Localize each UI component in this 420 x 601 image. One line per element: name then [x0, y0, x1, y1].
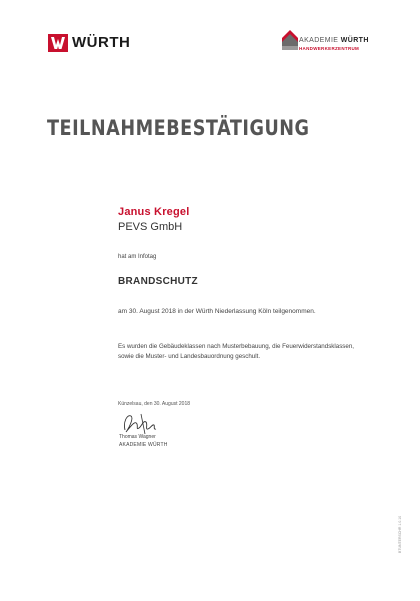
- wurth-logo-icon: [48, 34, 68, 52]
- akademie-house-icon: [282, 30, 298, 50]
- event-name: BRANDSCHUTZ: [118, 276, 198, 287]
- course-description: Es wurden die Gebäudeklassen nach Musterbebauung, die Feuerwiderstandsklassen, sowie die Muster- und Landesbauordnung geschult.: [118, 343, 354, 360]
- participant-company: PEVS GmbH: [118, 221, 183, 233]
- akademie-logo: [282, 30, 378, 56]
- akademie-logo-title: AKADEMIE WÜRTH: [299, 37, 369, 44]
- participant-name: Janus Kregel: [118, 206, 190, 218]
- intro-text: hat am Infotag: [118, 254, 157, 260]
- place-date: Künzelsau, den 30. August 2018: [118, 401, 191, 407]
- signer-name: Thomas Wagner: [119, 434, 156, 440]
- document-code: BTUNTERSCHR 1.0.10: [398, 515, 402, 553]
- signer-organization: AKADEMIE WÜRTH: [119, 442, 168, 448]
- akademie-logo-subtitle: HANDWERKERZENTRUM: [299, 46, 360, 51]
- certificate-title: TEILNAHMEBESTÄTIGUNG: [47, 116, 310, 140]
- wurth-logo-text: WÜRTH: [72, 34, 131, 51]
- wurth-logo: [48, 34, 130, 52]
- attendance-text: am 30. August 2018 in der Würth Niederlassung Köln teilgenommen.: [118, 308, 316, 315]
